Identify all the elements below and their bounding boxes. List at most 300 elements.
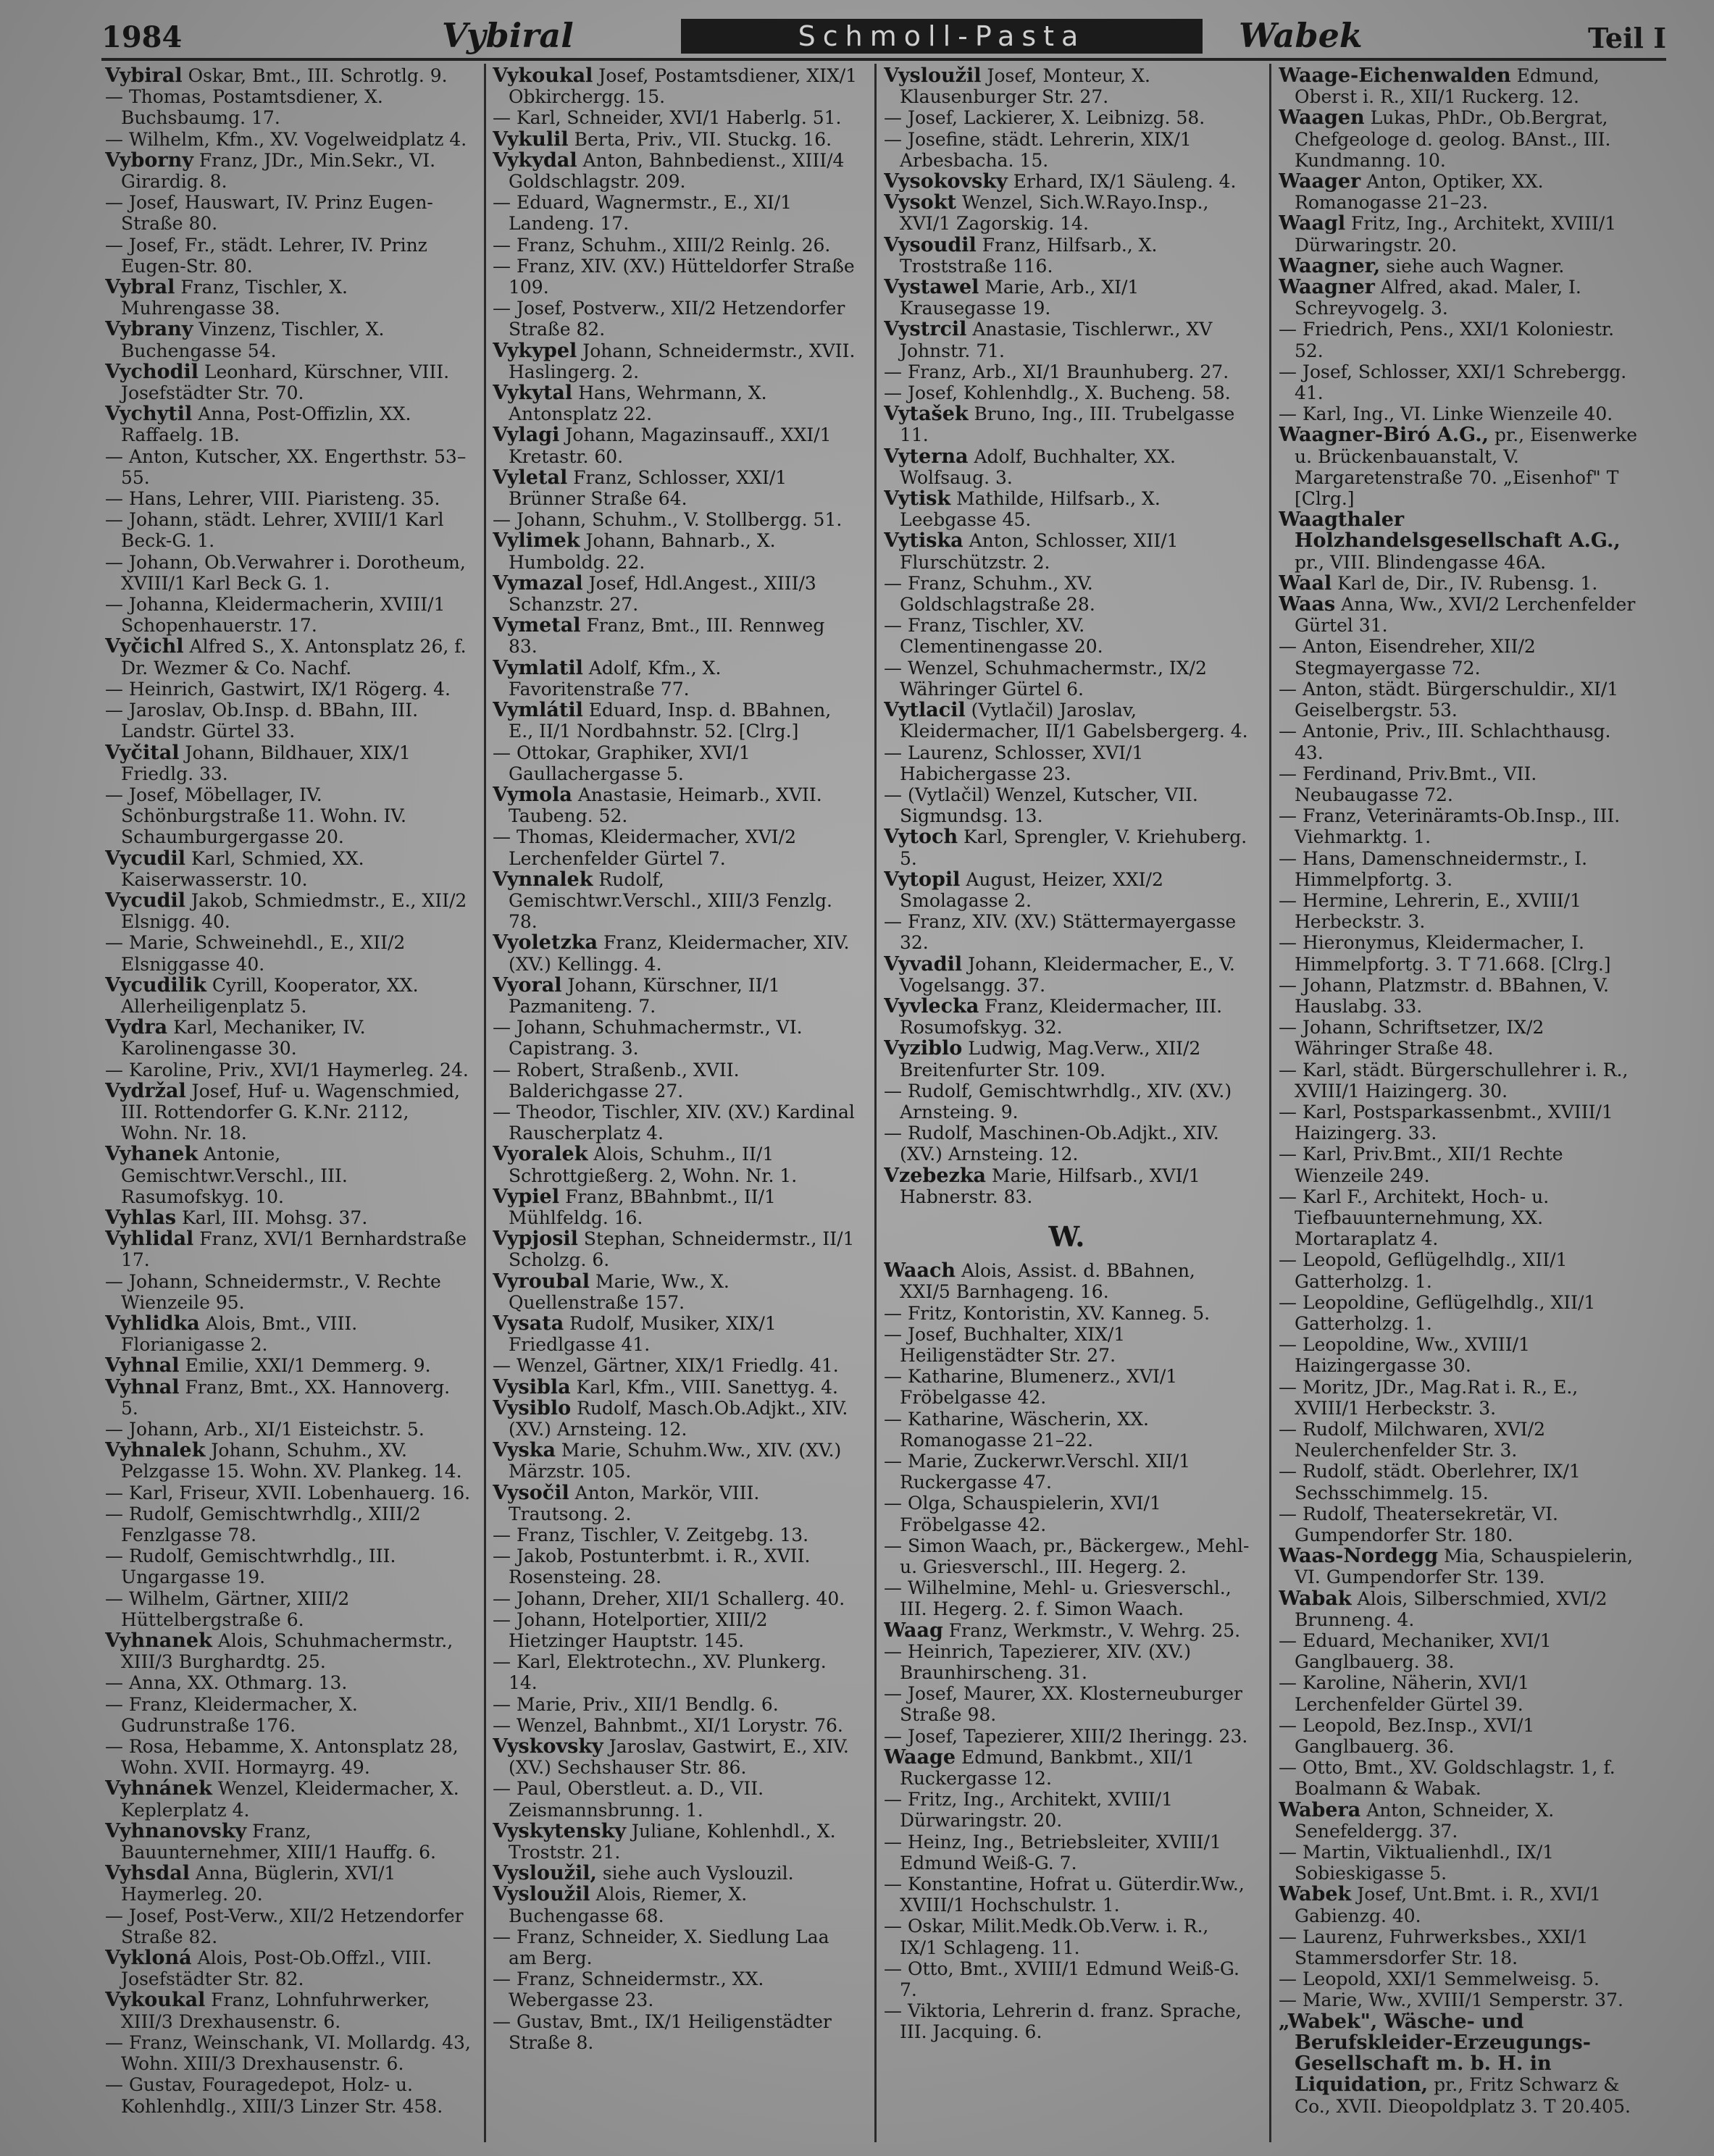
entry-surname: Vymetal [493,614,581,637]
directory-entry [1279,107,1644,171]
directory-entry [884,1260,1250,1302]
directory-entry [884,615,1250,657]
entry-details: Wenzel, Kleidermacher, X. Keplerplatz 4. [121,1778,459,1821]
entry-details: — Rosa, Hebamme, X. Antonsplatz 28, Wohn. XVII. Hormayrg. 49. [105,1736,459,1779]
entry-surname: Vyziblo [884,1037,963,1060]
directory-entry [105,2032,471,2074]
directory-entry [493,298,858,340]
directory-entry [884,911,1250,953]
directory-entry [1279,1419,1644,1461]
entry-details: Lukas, PhDr., Ob.Bergrat, Chefgeologe d. geolog. BAnst., III. Kundmanng. 10. [1295,107,1611,171]
entry-details: Franz, Schlosser, XXI/1 Brünner Straße 64. [509,466,787,510]
directory-entry [884,1747,1250,1789]
entry-details: Franz, XVI/1 Bernhardstraße 17. [121,1228,467,1271]
directory-entry [493,742,858,784]
entry-details: — Karl, städt. Bürgerschullehrer i. R., XVIII/1 Haizingerg. 30. [1279,1059,1629,1102]
entry-details: Jaroslav, Gastwirt, E., XIV. (XV.) Sechshauser Str. 86. [509,1736,849,1779]
column-divider [484,64,486,2142]
directory-entry [884,382,1250,403]
directory-entry [493,1884,858,1926]
entry-details: Rudolf, Musiker, XIX/1 Friedlgasse 41. [509,1312,777,1356]
entry-surname: Vycudil [105,847,186,870]
entry-details: Mia, Schauspielerin, VI. Gumpendorfer Str. 139. [1295,1545,1634,1588]
directory-entry [493,1651,858,1693]
entry-details: — Wilhelm, Kfm., XV. Vogelweidplatz 4. [105,128,467,150]
entry-surname: Vyhsdal [105,1862,191,1885]
entry-details: — Viktoria, Lehrerin d. franz. Sprache, III. Jacquing. 6. [884,2000,1242,2043]
left-running-keyword: Vybiral [442,16,574,55]
directory-entry [105,1228,471,1270]
directory-entry [105,594,471,636]
directory-entry [884,1451,1250,1493]
entry-surname: Vysibla [493,1375,571,1398]
column-3 [884,65,1250,2136]
directory-entry [105,1144,471,1207]
directory-entry [493,1398,858,1440]
entry-details: Cyrill, Kooperator, XX. Allerheiligenplatz 5. [121,974,419,1017]
entry-surname: Vynnalek [493,868,593,891]
directory-entry [884,1641,1250,1683]
page-number: 1984 [101,20,183,54]
directory-entry [105,975,471,1017]
entry-details: — Karl, Friseur, XVII. Lobenhauerg. 16. [105,1482,471,1503]
directory-entry [493,467,858,509]
entry-details: Josef, Unt.Bmt. i. R., XVI/1 Gabienzg. 40. [1295,1884,1601,1926]
entry-surname: „Wabek", Wäsche- und Berufskleider-Erzeugungs-Gesellschaft m. b. H. in Liquidation, [1279,2010,1591,2097]
directory-entry [884,171,1250,192]
directory-entry [1279,2011,1644,2117]
directory-entry [105,403,471,445]
directory-entry [884,996,1250,1038]
entry-details: — Jakob, Postunterbmt. i. R., XVII. Rosensteing. 28. [493,1545,811,1588]
directory-entry [105,488,471,509]
directory-entry [493,107,858,128]
directory-entry [105,1060,471,1081]
entry-surname: Waag [884,1619,943,1642]
directory-entry [493,1588,858,1609]
entry-details: pr., Eisenwerke u. Brückenbauanstalt, V. Margaretenstraße 70. „Eisenhof" T [Clrg.] [1295,424,1638,510]
entry-surname: Vylagi [493,424,560,447]
entry-details: — Robert, Straßenb., XVII. Balderichgasse 27. [493,1059,740,1102]
entry-details: Edmund, Oberst i. R., XII/1 Ruckerg. 12. [1295,65,1600,108]
entry-surname: Vyčichl [105,635,184,658]
entry-details: — Konstantine, Hofrat u. Güterdir.Ww., XVIII/1 Hochschulstr. 1. [884,1874,1245,1916]
entry-surname: Vyhlidka [105,1312,200,1335]
entry-surname: Vychodil [105,360,199,383]
directory-entry [105,1377,471,1419]
directory-entry [105,1947,471,1989]
directory-entry [1279,1715,1644,1757]
entry-details: Berta, Priv., VII. Stuckg. 16. [568,128,832,150]
entry-surname: Vzebezka [884,1164,987,1187]
entry-details: August, Heizer, XXI/2 Smolagasse 2. [900,868,1163,911]
entry-details: Johann, Magazinsauff., XXI/1 Kretastr. 60. [509,424,832,467]
directory-entry [1279,171,1644,213]
entry-details: Anna, Ww., XVI/2 Lerchenfelder Gürtel 31. [1295,594,1636,637]
entry-details: — Franz, Veterinäramts-Ob.Insp., III. Viehmarktg. 1. [1279,805,1621,848]
directory-entry [493,192,858,234]
directory-entry [1279,1588,1644,1630]
directory-entry [1279,1503,1644,1545]
entry-surname: Vyborny [105,148,193,172]
directory-entry [493,1313,858,1355]
directory-entry [105,1672,471,1693]
directory-entry [1279,805,1644,847]
entry-details: — Antonie, Priv., III. Schlachthausg. 43. [1279,721,1611,763]
directory-entry [884,361,1250,382]
entry-details: — Anton, Eisendreher, XII/2 Stegmayergasse 72. [1279,636,1536,679]
directory-entry [105,1989,471,2031]
entry-details: — Thomas, Postamtsdiener, X. Buchsbaumg. 17. [105,86,383,129]
entry-details: Karl, Mechaniker, IV. Karolinengasse 30. [121,1017,366,1060]
directory-entry [105,1545,471,1587]
entry-surname: Waagner [1279,276,1375,299]
directory-entry [105,1207,471,1228]
directory-entry [1279,848,1644,890]
entry-details: — Johann, Hotelportier, XIII/2 Hietzinger Hauptstr. 145. [493,1608,768,1652]
entry-details: Karl, Kfm., VIII. Sanettyg. 4. [570,1376,838,1398]
entry-details: — Johann, Arb., XI/1 Eisteichstr. 5. [105,1419,425,1440]
entry-details: Anton, Schneider, X. Senefeldergg. 37. [1295,1799,1555,1842]
entry-details: — Gustav, Fouragedepot, Holz- u. Kohlenhdlg., XIII/3 Linzer Str. 458. [105,2074,443,2117]
entry-details: — Otto, Bmt., XV. Goldschlagstr. 1, f. Boalmann & Wabak. [1279,1757,1615,1800]
entry-details: — Franz, Arb., XI/1 Braunhuberg. 27. [884,361,1229,382]
entry-details: — Ottokar, Graphiker, XVI/1 Gaullachergasse 5. [493,742,751,784]
directory-entry [884,1038,1250,1080]
entry-details: — Franz, XIV. (XV.) Hütteldorfer Straße 109. [493,255,855,298]
directory-entry [493,382,858,424]
entry-details: Marie, Arb., XI/1 Krausegasse 19. [900,277,1140,319]
directory-entry [105,1863,471,1905]
entry-details: siehe auch Vyslouzil. [596,1863,794,1884]
entry-details: — Anton, Kutscher, XX. Engerthstr. 53–55. [105,445,467,488]
entry-surname: Vyterna [884,445,969,468]
entry-details: Franz, Kleidermacher, III. Rosumofskyg. 32. [900,995,1223,1039]
entry-details: — Ferdinand, Priv.Bmt., VII. Neubaugasse 72. [1279,763,1537,805]
entry-details: — Josef, Buchhalter, XIX/1 Heiligenstädter Str. 27. [884,1323,1126,1366]
entry-details: — Heinrich, Tapezierer, XIV. (XV.) Braunhirscheng. 31. [884,1640,1192,1684]
entry-details: Alfred, akad. Maler, I. Schreyvogelg. 3. [1295,277,1581,319]
column-2 [493,65,858,2136]
directory-entry [884,530,1250,572]
directory-entry [1279,1545,1644,1587]
directory-entry [105,1440,471,1482]
entry-details: Josef, Monteur, X. Klausenburger Str. 27. [900,65,1150,108]
entry-details: Josef, Postamtsdiener, XIX/1 Obkirchergg. 15. [509,65,858,108]
entry-details: Johann, Schneidermstr., XVII. Haslingerg. 2. [509,340,856,382]
header-advertisement: Schmoll-Pasta [681,19,1203,54]
entry-surname: Vytašek [884,403,969,426]
entry-surname: Vyvadil [884,952,963,976]
directory-entry [493,1736,858,1778]
entry-surname: Vyhnal [105,1354,180,1377]
directory-entry [105,742,471,784]
directory-entry [884,107,1250,128]
directory-entry [1279,932,1644,974]
entry-details: — Rudolf, Gemischtwrhdlg., III. Ungargasse 19. [105,1545,396,1588]
entry-surname: Vykypel [493,339,577,362]
directory-entry [493,1821,858,1863]
directory-entry [493,1017,858,1059]
directory-entry [105,129,471,150]
entry-surname: Vyhnanovsky [105,1819,247,1842]
directory-entry [493,615,858,657]
entry-surname: Vydržal [105,1079,186,1102]
right-running-keyword: Wabek [1239,16,1363,55]
entry-details: Josef, Huf- u. Wagenschmied, III. Rottendorfer G. K.Nr. 2112, Wohn. Nr. 18. [121,1080,460,1144]
directory-entry [884,129,1250,171]
directory-entry [105,65,471,86]
directory-entry [884,1493,1250,1535]
entry-surname: Vytoch [884,826,958,849]
directory-entry [493,869,858,933]
entry-details: — Marie, Priv., XII/1 Bendlg. 6. [493,1693,779,1715]
entry-details: Karl de, Dir., IV. Rubensg. 1. [1332,572,1598,594]
directory-entry [105,784,471,848]
directory-entry [1279,1249,1644,1291]
directory-entry [1279,1017,1644,1059]
entry-details: — Johann, Schriftsetzer, IX/2 Währinger Straße 48. [1279,1017,1544,1060]
directory-entry [1279,763,1644,805]
entry-details: — Karl, Priv.Bmt., XII/1 Rechte Wienzeile 249. [1279,1144,1563,1186]
entry-details: Karl, III. Mohsg. 37. [176,1207,368,1228]
directory-entry [105,1081,471,1144]
directory-entry [105,932,471,974]
directory-entry [884,1916,1250,1958]
directory-entry [1279,509,1644,573]
directory-entry [493,1778,858,1820]
entry-details: Franz, Kleidermacher, XIV. (XV.) Kellingg. 4. [509,932,850,975]
entry-details: Fritz, Ing., Architekt, XVIII/1 Dürwaringstr. 20. [1295,213,1617,256]
directory-entry [1279,361,1644,403]
directory-entry [105,679,471,700]
entry-surname: Vyhlidal [105,1228,194,1251]
directory-entry [1279,1926,1644,1968]
directory-entry [493,1377,858,1398]
entry-details: Franz, Bmt., III. Rennweg 83. [509,615,825,658]
directory-entry [884,1303,1250,1324]
entry-details: — Josef, Maurer, XX. Klosterneuburger Straße 98. [884,1683,1242,1726]
directory-entry [493,2011,858,2053]
directory-entry [493,1694,858,1715]
directory-entry [105,1482,471,1503]
entry-surname: Waach [884,1259,956,1283]
entry-details: — Rudolf, Gemischtwrhdlg., XIII/2 Fenzlgasse 78. [105,1503,421,1546]
entry-details: — Leopold, Geflügelhdlg., XII/1 Gatterholzg. 1. [1279,1249,1568,1292]
directory-entry [884,700,1250,742]
entry-details: — Karl, Ing., VI. Linke Wienzeile 40. [1279,403,1613,425]
entry-surname: Vystawel [884,276,979,299]
entry-details: — Eduard, Mechaniker, XVI/1 Ganglbauerg. 38. [1279,1630,1552,1673]
directory-entry [1279,1884,1644,1926]
directory-entry [884,1789,1250,1831]
entry-details: — Josef, Tapezierer, XIII/2 Iheringg. 23. [884,1725,1248,1747]
entry-details: Franz, Bauunternehmer, XIII/1 Hauffg. 6. [121,1820,436,1863]
entry-details: pr., VIII. Blindengasse 46A. [1295,551,1547,573]
entry-details: — Laurenz, Schlosser, XVI/1 Habichergasse 23. [884,742,1144,784]
entry-details: Stephan, Schneidermstr., II/1 Scholzg. 6. [509,1228,855,1271]
entry-details: — Thomas, Kleidermacher, XVI/2 Lerchenfelder Gürtel 7. [493,826,796,869]
directory-entry [105,319,471,361]
entry-details: Franz, Bmt., XX. Hannoverg. 5. [121,1376,451,1419]
entry-details: — Karoline, Näherin, XVI/1 Lerchenfelder Gürtel 39. [1279,1672,1529,1715]
directory-entry [884,488,1250,530]
entry-details: — Wenzel, Bahnbmt., XI/1 Lorystr. 76. [493,1714,843,1736]
directory-entry [493,1926,858,1968]
directory-entry [493,65,858,107]
directory-entry [105,1588,471,1630]
directory-entry [1279,594,1644,636]
directory-entry [105,700,471,742]
entry-details: Alois, Silberschmied, XVI/2 Brunneng. 4. [1295,1587,1608,1630]
entry-details: — Heinrich, Gastwirt, IX/1 Rögerg. 4. [105,678,451,700]
directory-entry [493,1715,858,1736]
entry-details: — Franz, Weinschank, VI. Mollardg. 43, Wohn. XIII/3 Drexhausenstr. 6. [105,2031,471,2075]
entry-details: — Eduard, Wagnermstr., E., XI/1 Landeng. 17. [493,192,793,235]
directory-entry [1279,1757,1644,1799]
entry-surname: Vykytal [493,382,573,405]
entry-surname: Vysata [493,1312,564,1335]
directory-entry [884,1620,1250,1641]
entry-details: Eduard, Insp. d. BBahnen, E., II/1 Nordbahnstr. 52. [Clrg.] [509,700,832,742]
directory-entry [884,1366,1250,1408]
entry-details: Anton, Schlosser, XII/1 Flurschützstr. 2. [900,530,1179,573]
directory-entry [105,1778,471,1820]
entry-details: — Rudolf, Milchwaren, XVI/2 Neulerchenfelder Str. 3. [1279,1419,1545,1461]
entry-details: — Josef, Kohlenhdlg., X. Bucheng. 58. [884,382,1231,404]
directory-entry [1279,1968,1644,1989]
entry-surname: Vysokt [884,191,956,214]
header-rule [101,58,1666,61]
entry-details: — Hans, Damenschneidermstr., I. Himmelpfortg. 3. [1279,847,1588,890]
directory-entry [493,530,858,572]
entry-surname: Waagner-Biró A.G., [1279,424,1489,447]
entry-surname: Vybral [105,276,175,299]
entry-details: — Rudolf, Gemischtwrhdlg., XIV. (XV.) Arnsteing. 9. [884,1080,1232,1123]
directory-entry [1279,1800,1644,1842]
directory-entry [1279,636,1644,678]
directory-entry [884,658,1250,700]
entry-details: — Johann, Schuhm., V. Stollbergg. 51. [493,509,843,531]
entry-details: Hans, Wehrmann, X. Antonsplatz 22. [509,382,767,425]
directory-entry [493,573,858,615]
entry-details: Alois, Post-Ob.Offzl., VIII. Josefstädter Str. 82. [121,1947,432,1990]
directory-entry [1279,1060,1644,1102]
directory-entry [884,954,1250,996]
entry-surname: Vytiska [884,529,963,553]
entry-details: Juliane, Kohlenhdl., X. Troststr. 21. [509,1820,836,1863]
directory-entry [105,361,471,403]
entry-details: Johann, Kleidermacher, E., V. Vogelsangg. 37. [900,953,1235,996]
entry-details: Anna, Büglerin, XVI/1 Haymerleg. 20. [121,1863,396,1905]
directory-entry [493,1102,858,1144]
entry-surname: Vysloužil [493,1883,590,1906]
entry-details: — Johann, Dreher, XII/1 Schallerg. 40. [493,1587,845,1609]
directory-entry [493,700,858,742]
directory-entry [105,1630,471,1672]
entry-details: — Martin, Viktualienhdl., IX/1 Sobieskigasse 5. [1279,1842,1555,1884]
entry-surname: Waagen [1279,106,1365,130]
entry-details: Bruno, Ing., III. Trubelgasse 11. [900,403,1235,446]
directory-entry [105,1694,471,1736]
entry-details: Alois, Assist. d. BBahnen, XXI/5 Barnhageng. 16. [900,1260,1195,1303]
entry-details: — Karl F., Architekt, Hoch- u. Tiefbauunternehmung, XX. Mortaraplatz 4. [1279,1186,1550,1250]
entry-surname: Vysočil [493,1481,569,1504]
directory-entry [1279,319,1644,361]
directory-entry [493,1186,858,1228]
entry-details: Mathilde, Hilfsarb., X. Leebgasse 45. [900,488,1161,531]
entry-details: — Josef, Post-Verw., XII/2 Hetzendorfer Straße 82. [105,1905,464,1947]
entry-details: — Leopold, XXI/1 Semmelweisg. 5. [1279,1968,1600,1990]
directory-entry [493,1355,858,1376]
column-divider [874,64,877,2142]
entry-details: — Wenzel, Gärtner, XIX/1 Friedlg. 41. [493,1355,839,1377]
entry-details: Wenzel, Sich.W.Rayo.Insp., XVI/1 Zagorskig. 14. [900,192,1209,235]
entry-details: — Franz, XIV. (XV.) Stättermayergasse 32. [884,911,1237,954]
entry-details: — Josef, Hauswart, IV. Prinz Eugen-Straße 80. [105,192,433,235]
column-1 [105,65,471,2136]
directory-entry [105,1503,471,1545]
directory-entry [493,235,858,256]
entry-surname: Wabek [1279,1883,1352,1906]
entry-surname: Vybiral [105,65,183,87]
entry-details: — Wilhelmine, Mehl- u. Griesverschl., III. Hegerg. 2. f. Simon Waach. [884,1577,1232,1620]
directory-entry [105,636,471,678]
directory-entry [884,235,1250,277]
entry-surname: Waas-Nordegg [1279,1545,1439,1568]
entry-details: Adolf, Kfm., X. Favoritenstraße 77. [509,657,722,700]
entry-details: pr., Fritz Schwarz & Co., XVII. Dieopoldplatz 3. T 20.405. [1295,2074,1631,2117]
entry-details: — Friedrich, Pens., XXI/1 Koloniestr. 52. [1279,319,1615,361]
entry-details: — Moritz, JDr., Mag.Rat i. R., E., XVIII/1 Herbeckstr. 3. [1279,1376,1579,1419]
directory-entry [884,192,1250,234]
entry-details: — Rudolf, städt. Oberlehrer, IX/1 Sechsschimmelg. 15. [1279,1461,1581,1503]
entry-details: Franz, Hilfsarb., X. Troststraße 116. [900,234,1158,277]
entry-surname: Vyska [493,1439,556,1462]
entry-surname: Vykydal [493,148,577,172]
entry-details: Adolf, Buchhalter, XX. Wolfsaug. 3. [900,445,1176,488]
entry-details: Anna, Post-Offizlin, XX. Raffaelg. 1B. [121,403,411,446]
entry-details: Alfred S., X. Antonsplatz 26, f. Dr. Wezmer & Co. Nachf. [121,636,467,679]
entry-surname: Vyčital [105,741,180,764]
entry-details: Anton, Bahnbedienst., XIII/4 Goldschlagstr. 209. [509,149,845,193]
entry-details: — Franz, Schneider, X. Siedlung Laa am Berg. [493,1926,829,1969]
directory-entry [105,1905,471,1947]
directory-entry [1279,256,1644,277]
directory-entry [1279,213,1644,255]
entry-details: — Karoline, Priv., XVI/1 Haymerleg. 24. [105,1059,469,1081]
entry-surname: Wabera [1279,1798,1361,1821]
entry-details: Ludwig, Mag.Verw., XII/2 Breitenfurter Str. 109. [900,1038,1201,1081]
entry-details: — Johann, städt. Lehrer, XVIII/1 Karl Beck-G. 1. [105,509,444,552]
entry-details: — Katharine, Blumenerz., XVI/1 Fröbelgasse 42. [884,1366,1178,1409]
entry-surname: Waage-Eichenwalden [1279,65,1511,87]
directory-entry [884,869,1250,911]
entry-details: — Oskar, Milit.Medk.Ob.Verw. i. R., IX/1 Schlageng. 11. [884,1916,1209,1958]
entry-details: — Leopoldine, Ww., XVIII/1 Haizingergasse 30. [1279,1334,1531,1377]
directory-entry [105,1017,471,1059]
directory-entry [105,277,471,319]
entry-surname: Vymlátil [493,699,583,722]
entry-surname: Vytisk [884,487,951,511]
entry-details: Marie, Hilfsarb., XVI/1 Habnerstr. 83. [900,1165,1200,1207]
entry-details: — Theodor, Tischler, XIV. (XV.) Kardinal Rauscherplatz 4. [493,1101,855,1144]
entry-surname: Waager [1279,170,1361,193]
entry-surname: Vyskovsky [493,1735,603,1758]
entry-details: — Franz, Kleidermacher, X. Gudrunstraße 176. [105,1693,358,1736]
entry-details: — Karl, Elektrotechn., XV. Plunkerg. 14. [493,1651,827,1694]
directory-entry [1279,975,1644,1017]
